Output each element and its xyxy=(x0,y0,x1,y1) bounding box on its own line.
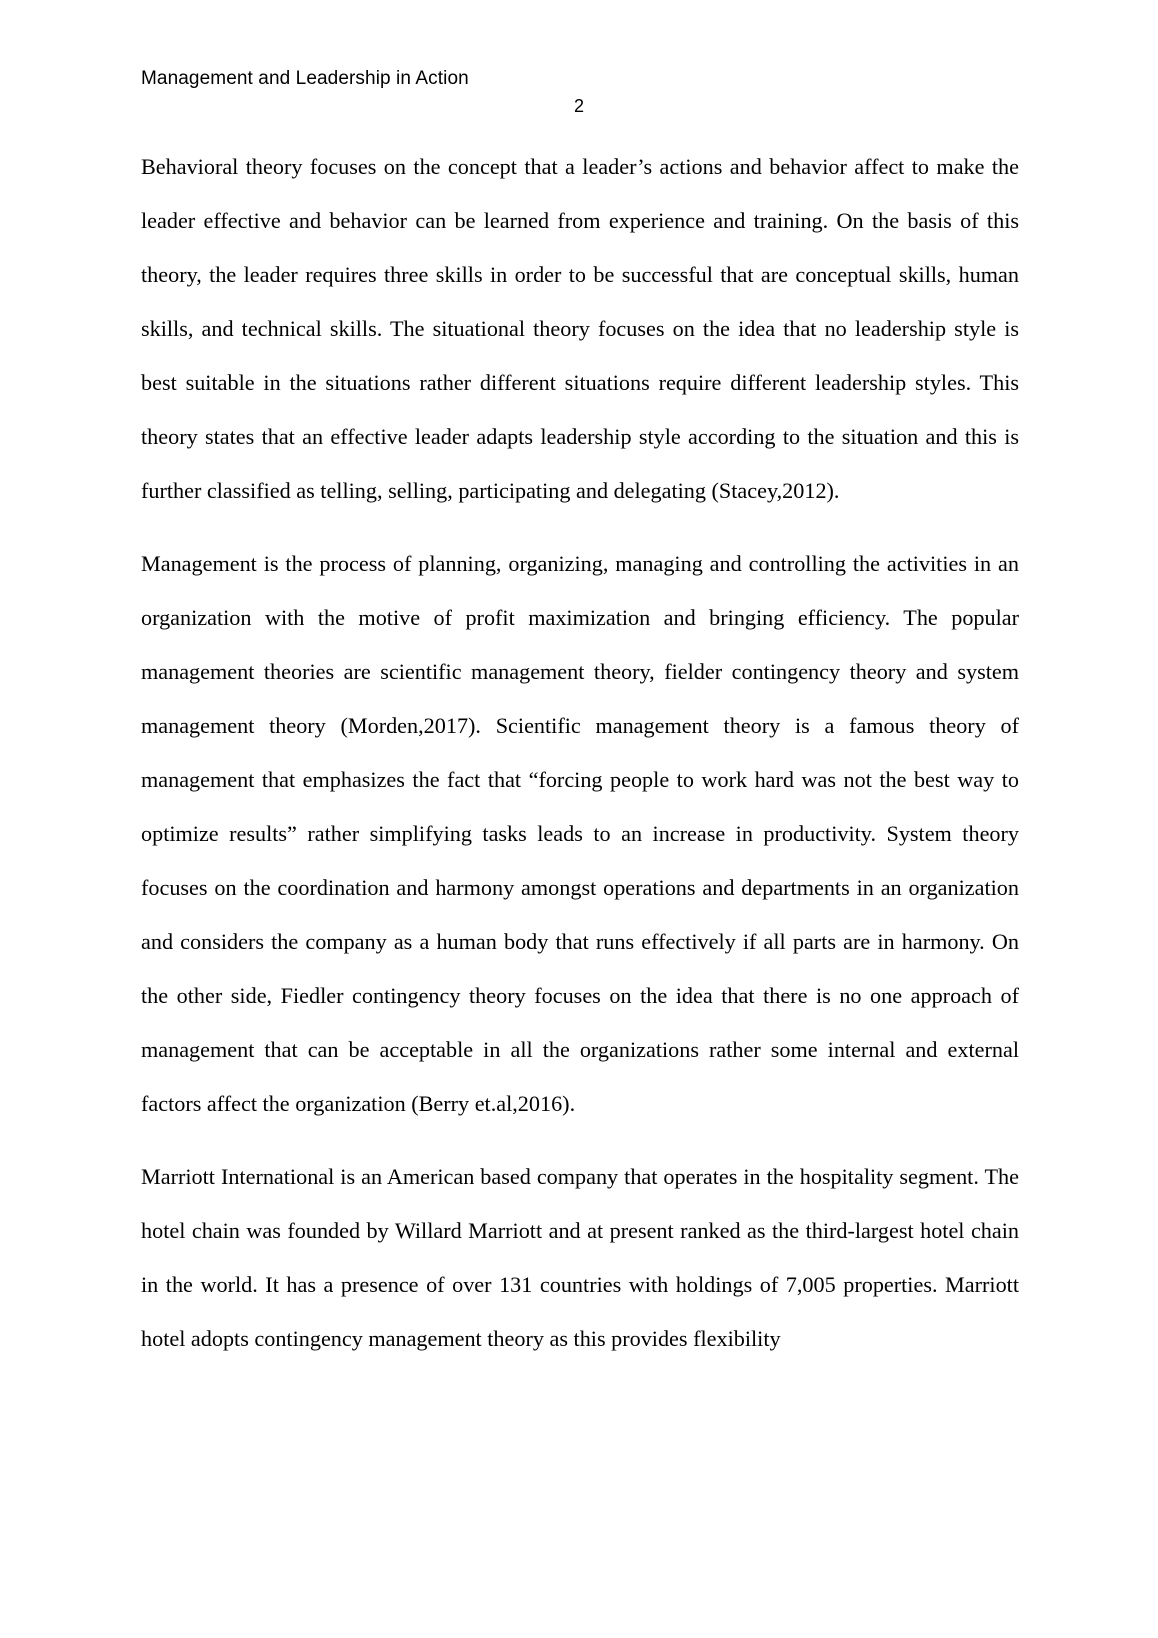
body-text xyxy=(141,140,1019,1385)
running-header-title: Management and Leadership in Action xyxy=(141,68,469,89)
page-number: 2 xyxy=(573,96,584,116)
paragraph-marriott: Marriott International is an American based company that operates in the hospitality segment. The hotel chain was founded by Willard Marriott and at present ranked as the third-largest hotel chain in the world. It has a presence of over 131 countries with holdings of 7,005 properties. Marriott hotel adopts contingency management theory as this provides flexibility xyxy=(141,1164,1019,1351)
paragraph-management-theories: Management is the process of planning, organizing, managing and controlling the activities in an organization with the motive of profit maximization and bringing efficiency. The popular management theories are scientific management theory, fielder contingency theory and system management theory (Morden,2017). Scientific management theory is a famous theory of management that emphasizes the fact that “forcing people to work hard was not the best way to optimize results” rather simplifying tasks leads to an increase in productivity. System theory focuses on the coordination and harmony amongst operations and departments in an organization and considers the company as a human body that runs effectively if all parts are in harmony. On the other side, Fiedler contingency theory focuses on the idea that there is no one approach of management that can be acceptable in all the organizations rather some internal and external factors affect the organization (Berry et.al,2016). xyxy=(141,551,1019,1116)
paragraph-behavioral-theory: Behavioral theory focuses on the concept that a leader’s actions and behavior affect to make the leader effective and behavior can be learned from experience and training. On the basis of this theory, the leader requires three skills in order to be successful that are conceptual skills, human skills, and technical skills. The situational theory focuses on the idea that no leadership style is best suitable in the situations rather different situations require different leadership styles. This theory states that an effective leader adapts leadership style according to the situation and this is further classified as telling, selling, participating and delegating (Stacey,2012). xyxy=(141,154,1019,503)
